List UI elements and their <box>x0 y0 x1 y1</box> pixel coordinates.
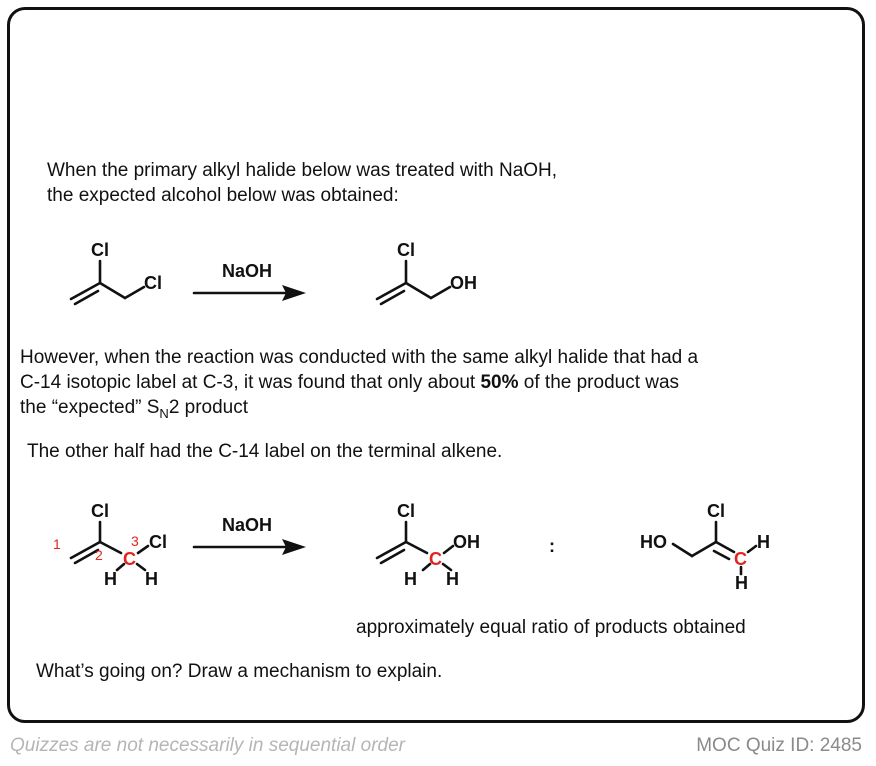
labeled-reactant-structure <box>53 501 167 589</box>
other-half-text: The other half had the C-14 label on the terminal alkene. <box>27 441 503 462</box>
reaction-2-arrow <box>194 515 306 555</box>
reaction-2-scheme <box>0 490 876 600</box>
rearranged-product-cl: Cl <box>707 501 725 521</box>
sn2-subscript: N <box>159 405 169 421</box>
labeled-reactant-h-right: H <box>145 569 158 589</box>
product-structure <box>377 240 477 304</box>
carbon-number-1: 1 <box>53 536 61 552</box>
sn2-product-cl: Cl <box>397 501 415 521</box>
paragraph-bold-50: 50% <box>480 372 519 393</box>
sn2-product-structure <box>377 501 480 589</box>
sequence-note: Quizzes are not necessarily in sequential order <box>10 735 405 756</box>
carbon-number-2: 2 <box>95 547 103 563</box>
labeled-reactant-cl-top: Cl <box>91 501 109 521</box>
labeled-reactant-cl-right: Cl <box>149 532 167 552</box>
sn2-product-labeled-carbon: C <box>429 549 442 569</box>
rearranged-product-structure <box>640 501 770 593</box>
question-text: What’s going on? Draw a mechanism to explain. <box>36 661 443 682</box>
reaction-1-scheme <box>0 230 876 320</box>
rearranged-product-h-bottom: H <box>735 573 748 593</box>
sn2-product-h-left: H <box>404 569 417 589</box>
labeled-carbon-c3: C <box>123 549 136 569</box>
rearranged-product-h-right: H <box>757 532 770 552</box>
reaction-1-arrow <box>194 261 306 301</box>
sn2-product-h-right: H <box>446 569 459 589</box>
product-oh: OH <box>450 273 477 293</box>
paragraph-line-2-text: C-14 isotopic label at C-3, it was found that only about <box>20 372 481 393</box>
carbon-number-3: 3 <box>131 533 139 549</box>
reactant-cl-right: Cl <box>144 273 162 293</box>
paragraph-line-1: However, when the reaction was conducted with the same alkyl halide that had a <box>20 347 699 368</box>
sn2-product-oh: OH <box>453 532 480 552</box>
labeled-reactant-h-left: H <box>104 569 117 589</box>
reaction-2-reagent: NaOH <box>222 515 273 535</box>
rearranged-product-ho: HO <box>640 532 667 552</box>
ratio-caption: approximately equal ratio of products obtained <box>356 617 746 638</box>
paragraph-line-3 <box>20 397 248 425</box>
paragraph-line-2 <box>20 372 679 394</box>
paragraph-line-3-tail: 2 product <box>168 397 249 418</box>
reactant-structure <box>71 240 162 304</box>
rearranged-product-labeled-carbon: C <box>734 549 747 569</box>
paragraph-line-3-text: the “expected” S <box>20 397 160 418</box>
ratio-separator: : <box>549 536 555 556</box>
intro-line-1: When the primary alkyl halide below was treated with NaOH, <box>47 160 558 181</box>
reaction-1-reagent: NaOH <box>222 261 273 281</box>
product-cl: Cl <box>397 240 415 260</box>
paragraph-line-2-tail: of the product was <box>518 372 680 393</box>
intro-line-2: the expected alcohol below was obtained: <box>47 185 399 206</box>
reactant-cl-top: Cl <box>91 240 109 260</box>
quiz-id: MOC Quiz ID: 2485 <box>696 735 862 756</box>
